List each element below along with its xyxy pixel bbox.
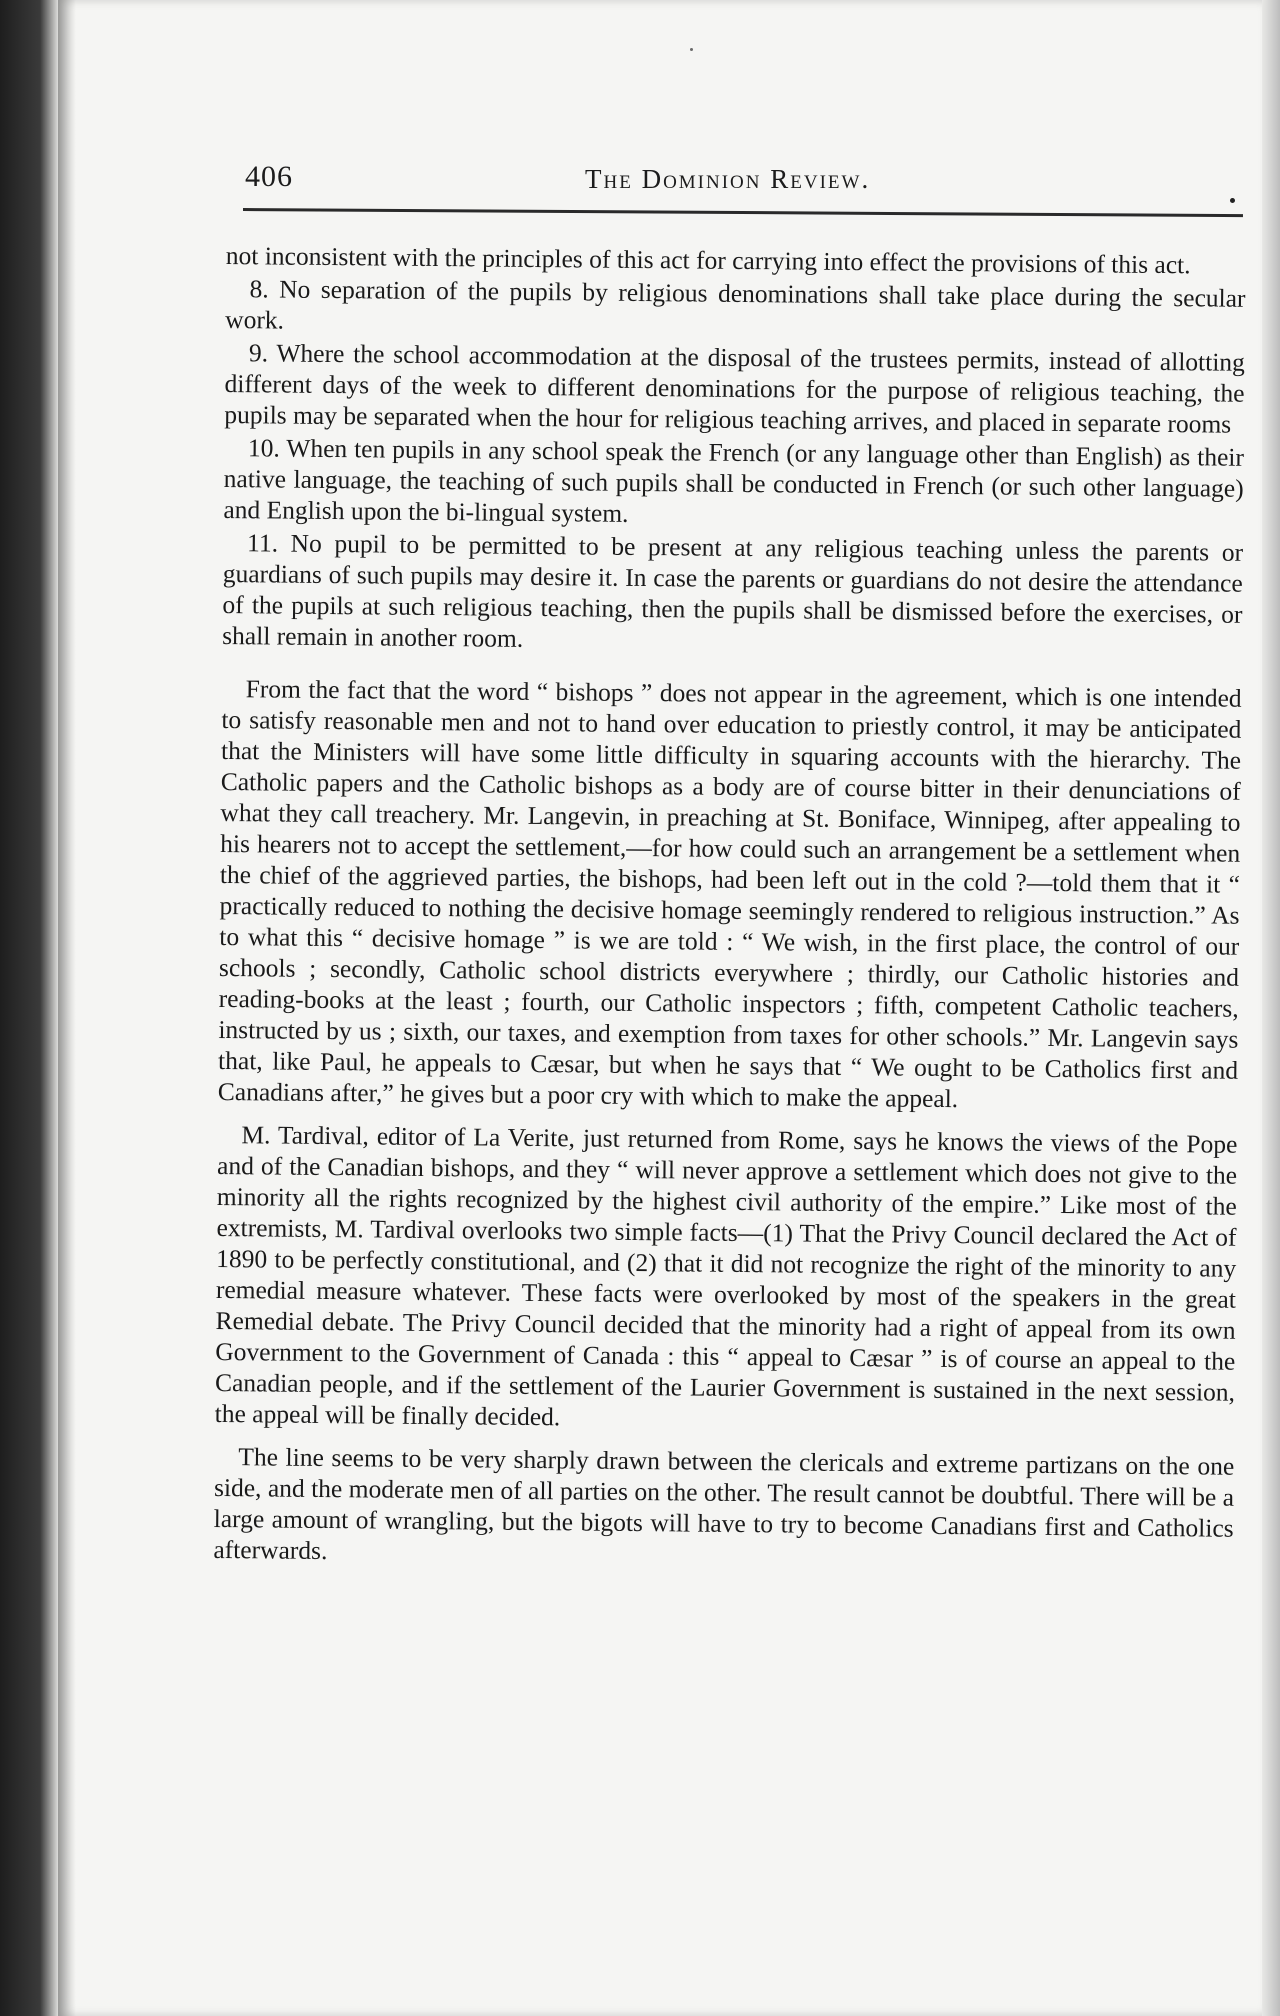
running-title: The Dominion Review. bbox=[585, 164, 871, 194]
page-number: 406 bbox=[245, 160, 293, 193]
ink-speck bbox=[690, 48, 693, 51]
binding-shadow bbox=[58, 0, 76, 2016]
paragraph-conclusion: The line seems to be very sharply drawn between the clericals and extreme partizans on the one side, and the moderate men of all parties on the other. The result cannot be doubtful. There will be a large amount of wrangling, but the bigots will have to try to become Canadians first and Catholics afterwards. bbox=[213, 1442, 1235, 1566]
clause-10: 10. When ten pupils in any school speak the French (or any language other than English) as their native language, the teaching of such pupils shall be conducted in French (or such other language) and English upon the bi-lingual system. bbox=[223, 433, 1245, 528]
clause-8: 8. No separation of the pupils by religious denominations shall take place during the secular work. bbox=[225, 274, 1246, 335]
article-body bbox=[213, 240, 1246, 1575]
clause-9: 9. Where the school accommodation at the disposal of the trustees permits, instead of allotting different days of the week to different denominations for the purpose of religious teaching, the pupils may be separated when the hour for religious teaching arrives, and placed in separate rooms bbox=[224, 338, 1246, 439]
clause-11: 11. No pupil to be permitted to be present at any religious teaching unless the parents or guardians of such pupils may desire it. In case the parents or guardians do not desire the attendance of the pupils at such religious teaching, then the pupils shall be dismissed before the exercises, or shall remain in another room. bbox=[222, 528, 1244, 653]
paragraph-tardival: M. Tardival, editor of La Verite, just returned from Rome, says he knows the views of the Pope and of the Canadian bishops, and they “ will never approve a settlement which does not give to the minority all the rights recognized by the highest civil authority of the empire.” Like most of the extremists, M. Tardival overlooks two simple facts—(1) That the Privy Council declared the Act of 1890 to be perfectly constitutional, and (2) that it did not recognize the right of the minority to any remedial measure whatever. These facts were overlooked by most of the speakers in the great Remedial debate. The Privy Council decided that the minority had a right of appeal from its own Government to the Government of Canada : this “ appeal to Cæsar ” is of course an appeal to the Canadian people, and if the settlement of the Laurier Government is sustained in the next session, the appeal will be finally decided. bbox=[214, 1120, 1238, 1432]
header-dot bbox=[1230, 198, 1235, 203]
page-header bbox=[245, 160, 1240, 204]
paragraph-bishops: From the fact that the word “ bishops ” does not appear in the agreement, which is one intended to satisfy reasonable men and not to hand over education to priestly control, it may be anticipated that the Ministers will have some little difficulty in squaring accounts with the hierarchy. The Catholic papers and the Catholic bishops as a body are of course bitter in their denunciations of what they call treachery. Mr. Langevin, in preaching at St. Boniface, Winnipeg, after appealing to his hearers not to accept the settlement,—for how could such an arrangement be a settlement when the chief of the aggrieved parties, the bishops, had been left out in the cold ?—told them that it “ practically reduced to nothing the decisive homage seemingly rendered to religious instruction.” As to what this “ decisive homage ” is we are told : “ We wish, in the first place, the control of our schools ; secondly, Catholic school districts everywhere ; thirdly, our Catholic histories and reading-books at the least ; fourth, our Catholic inspectors ; fifth, competent Catholic teachers, instructed by us ; sixth, our taxes, and exemption from taxes for other schools.” Mr. Langevin says that, like Paul, he appeals to Cæsar, but when he says that “ We ought to be Catholics first and Canadians after,” he gives but a poor cry with which to make the appeal. bbox=[217, 674, 1242, 1114]
clause-continuation: not inconsistent with the principles of this act for carrying into effect the provisions of this act. bbox=[225, 240, 1191, 280]
